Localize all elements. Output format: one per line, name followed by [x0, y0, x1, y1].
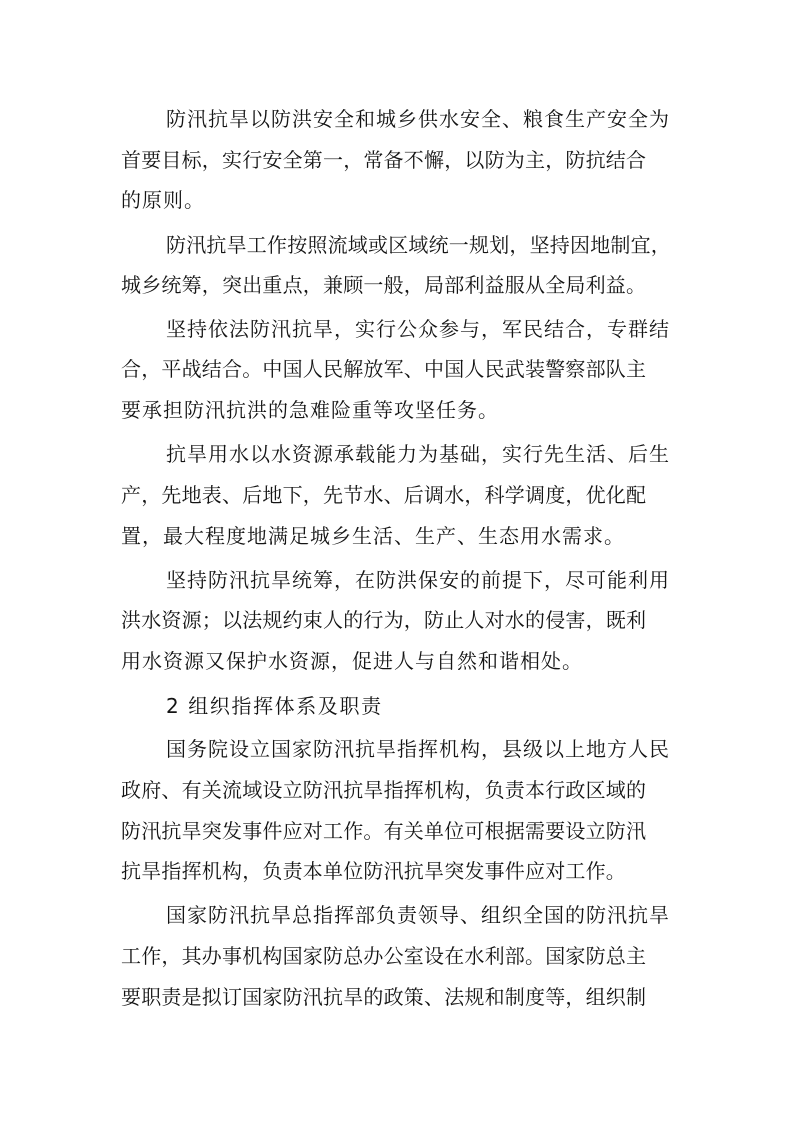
paragraph-3-line-3: 要承担防汛抗洪的急难险重等攻坚任务。	[121, 398, 499, 422]
paragraph-7-line-2: 工作，其办事机构国家防总办公室设在水利部。国家防总主	[121, 944, 647, 968]
paragraph-7-line-1: 国家防汛抗旱总指挥部负责领导、组织全国的防汛抗旱	[166, 903, 670, 927]
paragraph-2-line-1: 防汛抗旱工作按照流域或区域统一规划，坚持因地制宜，	[166, 233, 671, 257]
paragraph-1-line-3: 的原则。	[121, 188, 205, 212]
paragraph-6-line-4: 抗旱指挥机构，负责本单位防汛抗旱突发事件应对工作。	[121, 859, 626, 883]
paragraph-5-line-3: 用水资源又保护水资源，促进人与自然和谐相处。	[121, 649, 583, 673]
paragraph-4-line-2: 产，先地表、后地下，先节水、后调水，科学调度，优化配	[121, 483, 647, 507]
paragraph-5-line-1: 坚持防汛抗旱统筹，在防洪保安的前提下，尽可能利用	[166, 568, 670, 592]
paragraph-7-line-3: 要职责是拟订国家防汛抗旱的政策、法规和制度等，组织制	[121, 985, 647, 1009]
paragraph-1-line-1: 防汛抗旱以防洪安全和城乡供水安全、粮食生产安全为	[166, 107, 670, 131]
paragraph-1-line-2: 首要目标，实行安全第一，常备不懈，以防为主，防抗结合	[121, 148, 647, 172]
section-heading: 2 组织指挥体系及职责	[166, 694, 383, 718]
paragraph-5-line-2: 洪水资源；以法规约束人的行为，防止人对水的侵害，既利	[121, 608, 647, 632]
paragraph-3-line-2: 合，平战结合。中国人民解放军、中国人民武装警察部队主	[121, 357, 647, 381]
paragraph-4-line-3: 置，最大程度地满足城乡生活、生产、生态用水需求。	[121, 524, 625, 548]
paragraph-6-line-1: 国务院设立国家防汛抗旱指挥机构，县级以上地方人民	[166, 737, 670, 761]
paragraph-3-line-1: 坚持依法防汛抗旱，实行公众参与，军民结合，专群结	[166, 317, 670, 341]
paragraph-6-line-3: 防汛抗旱突发事件应对工作。有关单位可根据需要设立防汛	[121, 819, 647, 843]
paragraph-2-line-2: 城乡统筹，突出重点，兼顾一般，局部利益服从全局利益。	[121, 273, 647, 297]
paragraph-4-line-1: 抗旱用水以水资源承载能力为基础，实行先生活、后生	[166, 442, 670, 466]
paragraph-6-line-2: 政府、有关流域设立防汛抗旱指挥机构，负责本行政区域的	[121, 778, 647, 802]
